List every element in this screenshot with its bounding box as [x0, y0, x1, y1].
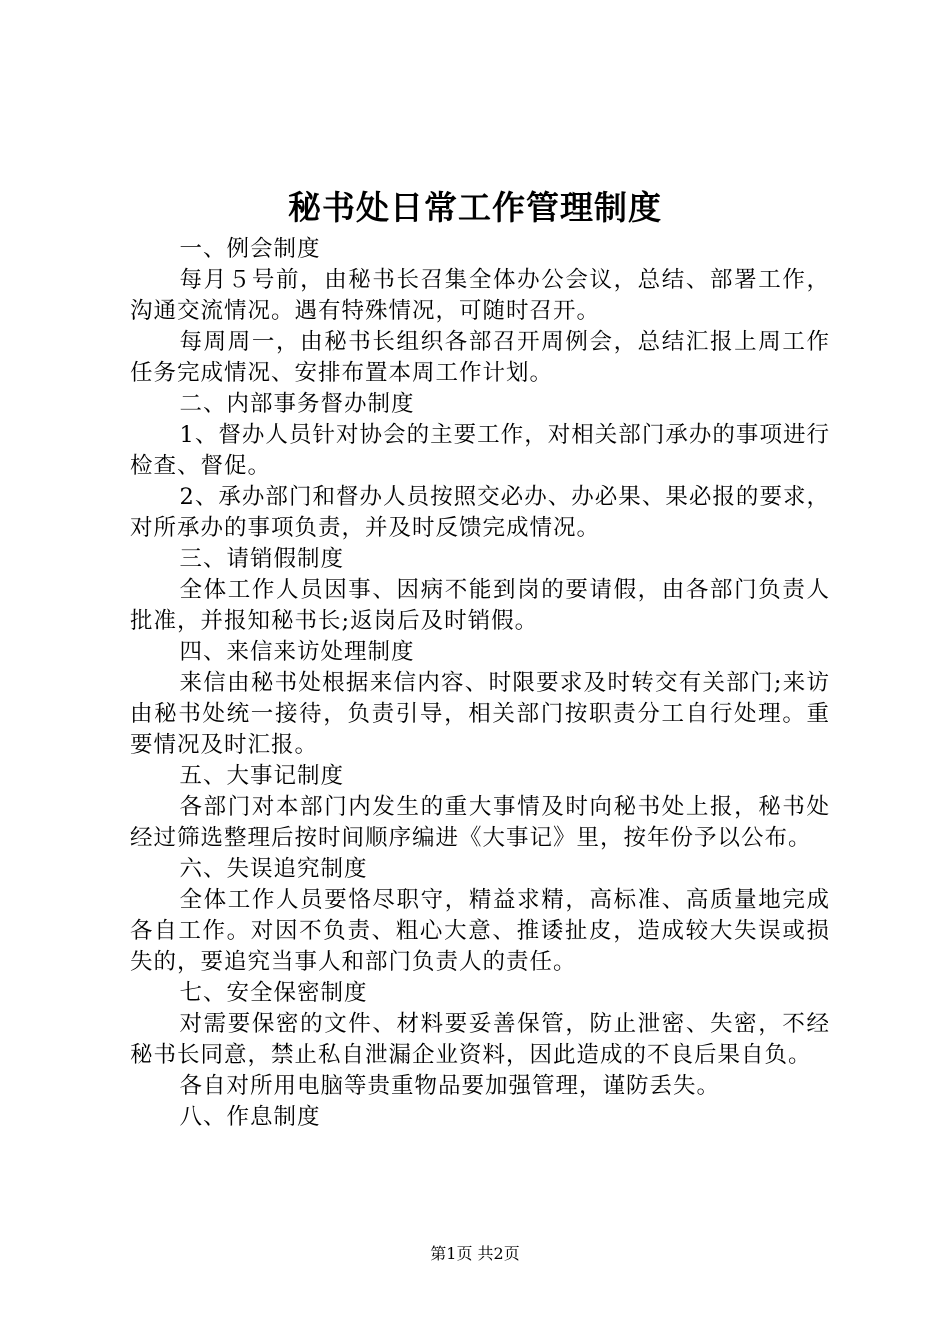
section-heading: 八、作息制度 [179, 1104, 321, 1130]
section-heading: 一、例会制度 [179, 236, 321, 262]
section-heading: 七、安全保密制度 [179, 980, 368, 1006]
page-number-footer: 第1页 共2页 [430, 1244, 520, 1263]
body-paragraph: 各部门对本部门内发生的重大事情及时向秘书处上报，秘书处经过筛选整理后按时间顺序编进《大事记》里，按年份予以公布。 [130, 794, 830, 851]
body-paragraph: 全体工作人员要恪尽职守，精益求精，高标准、高质量地完成各自工作。对因不负责、粗心大意、推诿扯皮，造成较大失误或损失的，要追究当事人和部门负责人的责任。 [130, 887, 830, 975]
body-paragraph: 每周周一，由秘书长组织各部召开周例会，总结汇报上周工作任务完成情况、安排布置本周工作计划。 [130, 329, 830, 386]
body-paragraph: 每月５号前，由秘书长召集全体办公会议，总结、部署工作，沟通交流情况。遇有特殊情况，可随时召开。 [130, 267, 830, 324]
body-paragraph: 1、督办人员针对协会的主要工作，对相关部门承办的事项进行检查、督促。 [130, 422, 830, 479]
body-paragraph: 对需要保密的文件、材料要妥善保管，防止泄密、失密，不经秘书长同意，禁止私自泄漏企业资料，因此造成的不良后果自负。 [130, 1011, 830, 1068]
section-heading: 三、请销假制度 [179, 546, 345, 572]
body-paragraph: 2、承办部门和督办人员按照交必办、办必果、果必报的要求，对所承办的事项负责，并及时反馈完成情况。 [130, 484, 830, 541]
document-body [130, 234, 830, 1133]
section-heading: 二、内部事务督办制度 [179, 391, 415, 417]
document-title: 秘书处日常工作管理制度 [288, 188, 662, 227]
body-paragraph: 各自对所用电脑等贵重物品要加强管理，谨防丢失。 [179, 1073, 721, 1099]
body-paragraph: 全体工作人员因事、因病不能到岗的要请假，由各部门负责人批准，并报知秘书长;返岗后及时销假。 [130, 577, 830, 634]
body-paragraph: 来信由秘书处根据来信内容、时限要求及时转交有关部门;来访由秘书处统一接待，负责引导，相关部门按职责分工自行处理。重要情况及时汇报。 [130, 670, 830, 758]
section-heading: 四、来信来访处理制度 [179, 639, 415, 665]
section-heading: 五、大事记制度 [179, 763, 345, 789]
section-heading: 六、失误追究制度 [179, 856, 368, 882]
